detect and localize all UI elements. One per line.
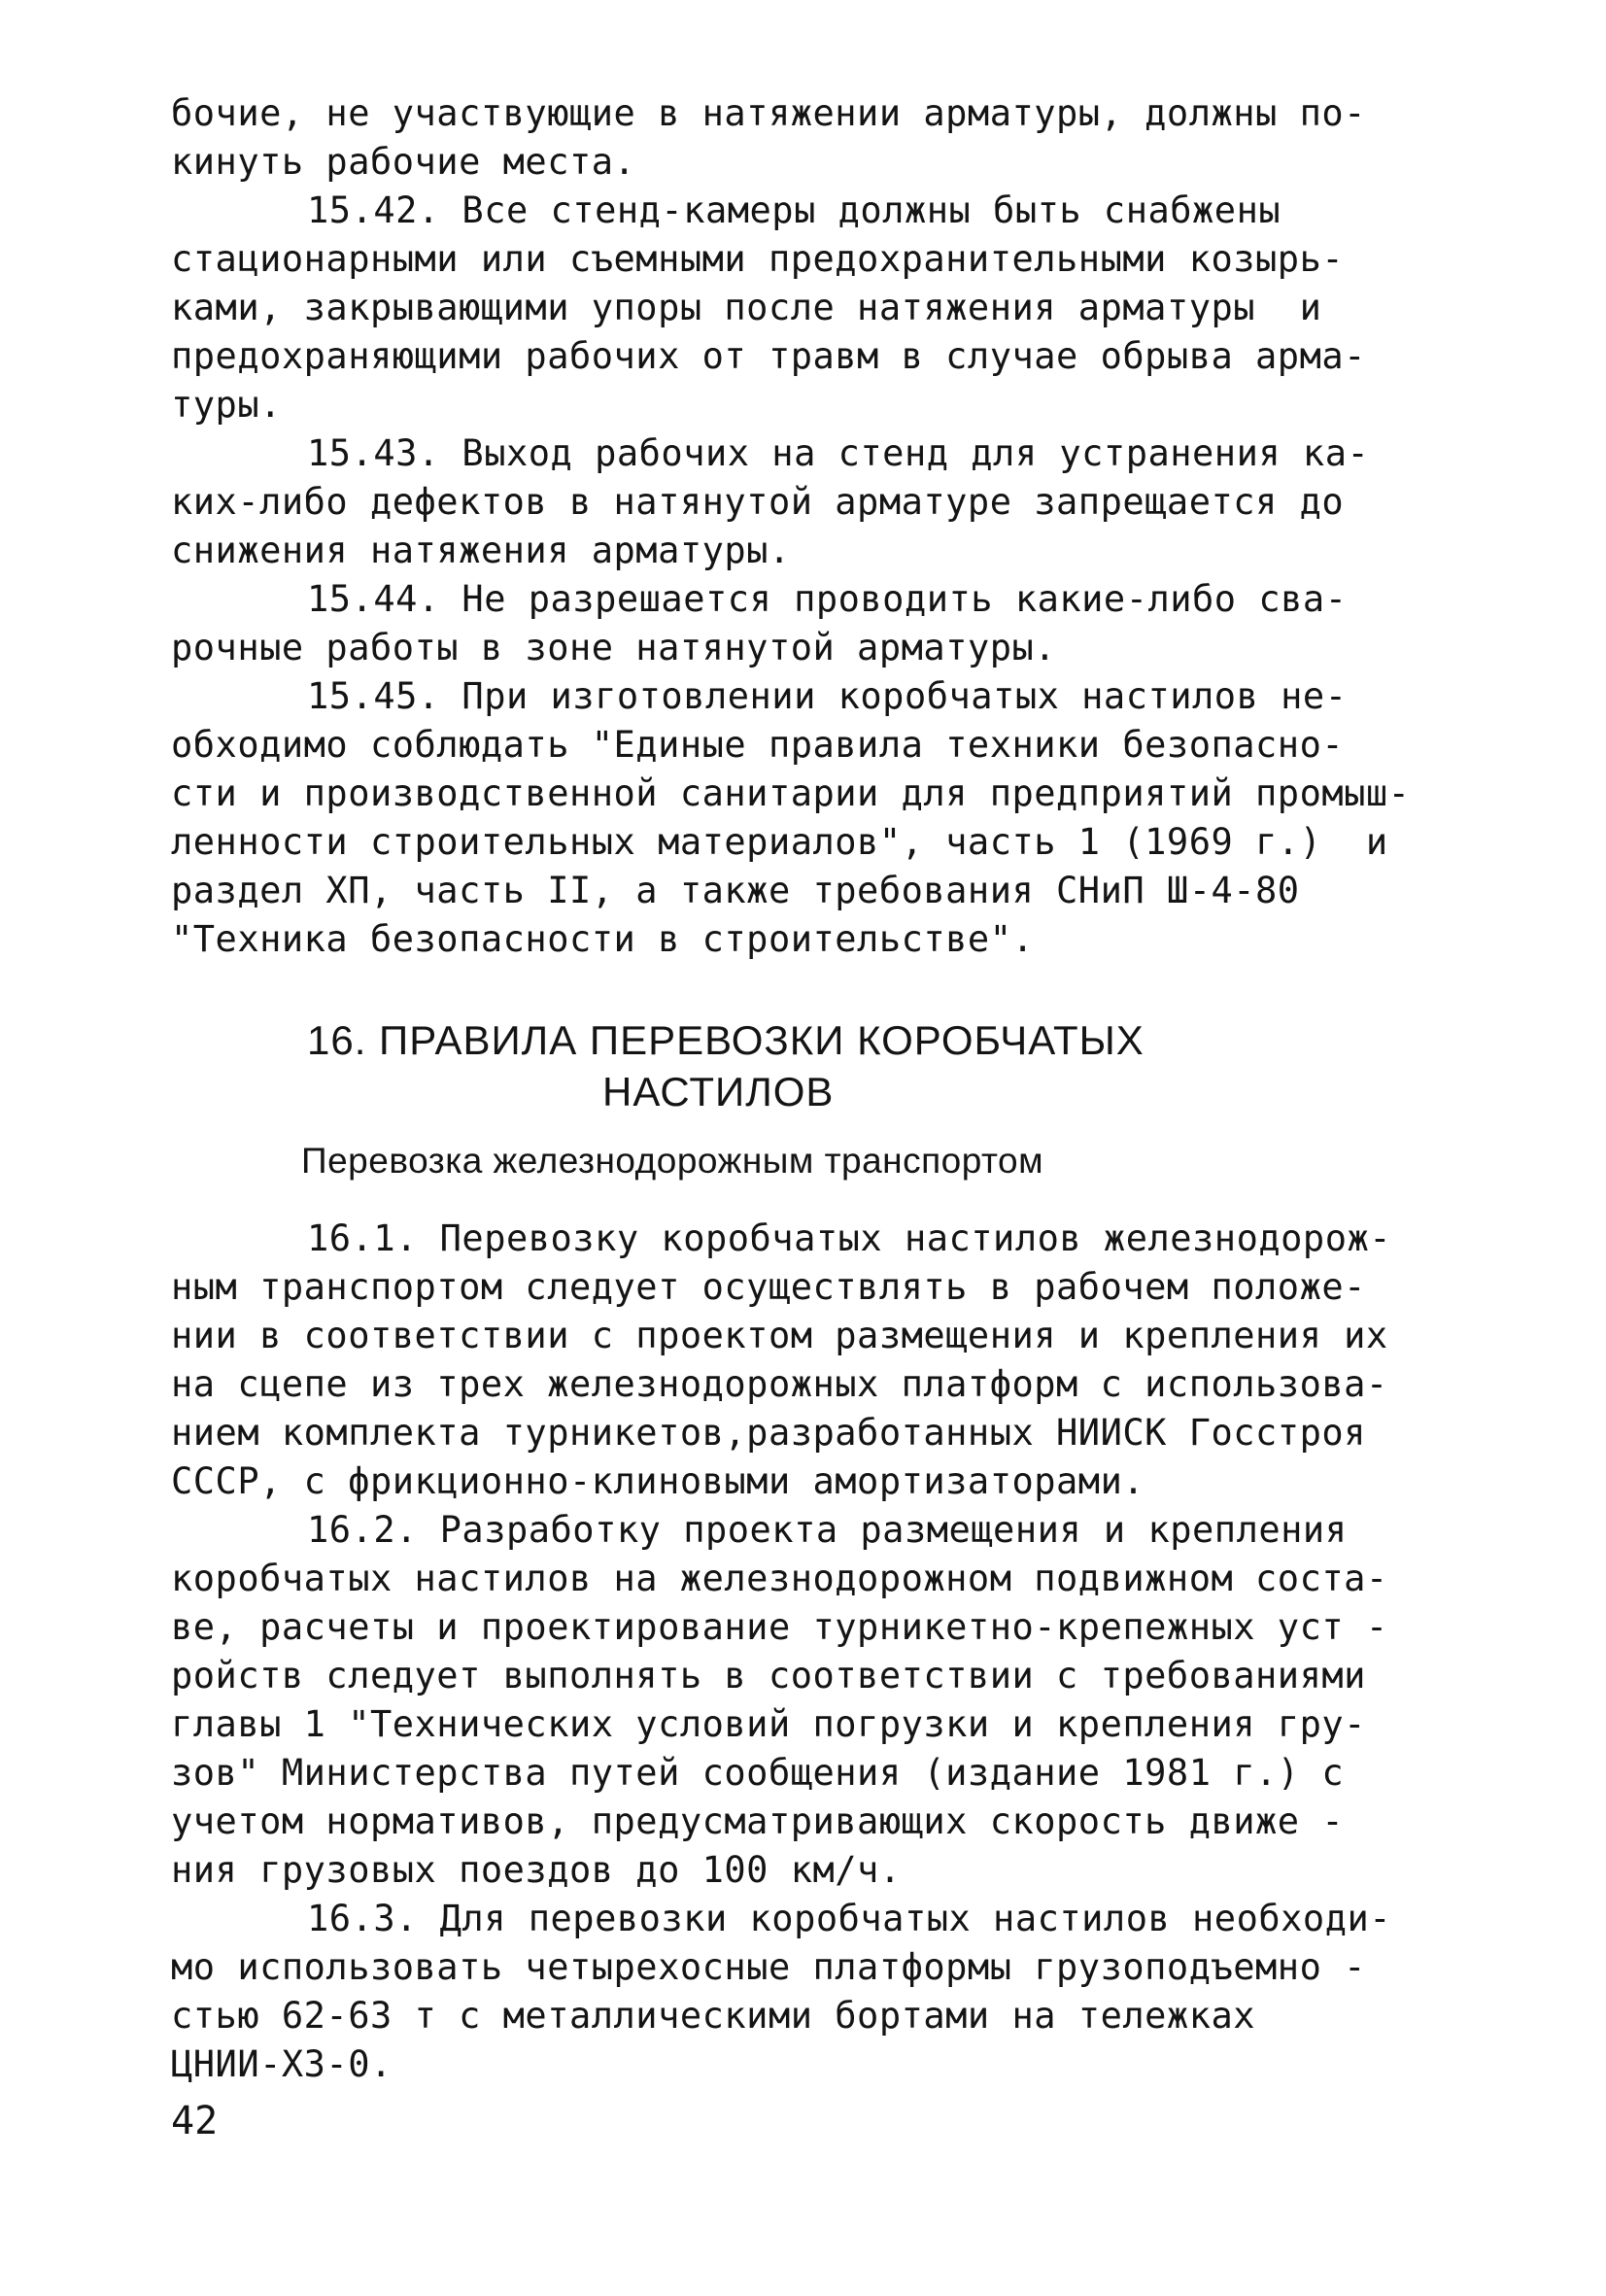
paragraph-15-44: 15.44. Не разрешается проводить какие-либо сва-: [307, 578, 1348, 620]
text-line: нием комплекта турникетов,разработанных НИИСК Госстроя: [171, 1412, 1366, 1454]
text-line: главы 1 "Технических условий погрузки и крепления гру-: [171, 1703, 1366, 1745]
paragraph-16-3: 16.3. Для перевозки коробчатых настилов необходи-: [307, 1898, 1392, 1939]
text-line: ния грузовых поездов до 100 км/ч.: [171, 1849, 902, 1891]
paragraph-16-2: 16.2. Разработку проекта размещения и крепления: [307, 1509, 1348, 1551]
text-line: обходимо соблюдать "Единые правила техники безопасно-: [171, 724, 1345, 766]
text-line: ве, расчеты и проектирование турникетно-крепежных уст -: [171, 1606, 1388, 1648]
text-line: стационарными или съемными предохранительными козырь-: [171, 238, 1345, 280]
paragraph-15-42: 15.42. Все стенд-камеры должны быть снабжены: [307, 189, 1281, 231]
text-block-section-16: [171, 1215, 1434, 2089]
text-line: СССР, с фрикционно-клиновыми амортизаторами.: [171, 1460, 1145, 1502]
text-line: зов" Министерства путей сообщения (издание 1981 г.) с: [171, 1752, 1345, 1794]
paragraph-15-43: 15.43. Выход рабочих на стенд для устранения ка-: [307, 432, 1370, 474]
text-line: сти и производственной санитарии для предприятий промыш-: [171, 772, 1411, 814]
text-line: учетом нормативов, предусматривающих скорость движе -: [171, 1800, 1345, 1842]
text-line: раздел ХП, часть II, а также требования СНиП Ш-4-80: [171, 870, 1300, 911]
text-line: ких-либо дефектов в натянутой арматуре запрещается до: [171, 481, 1345, 523]
subsection-heading: Перевозка железнодорожным транспортом: [301, 1141, 1044, 1181]
text-line: коробчатых настилов на железнодорожном подвижном соста-: [171, 1558, 1388, 1599]
text-line: ленности строительных материалов", часть 1 (1969 г.) и: [171, 821, 1388, 863]
text-line: кинуть рабочие места.: [171, 141, 636, 183]
text-line: ками, закрывающими упоры после натяжения арматуры и: [171, 287, 1322, 328]
page-number: 42: [171, 2099, 219, 2143]
section-heading: 16. ПРАВИЛА ПЕРЕВОЗКИ КОРОБЧАТЫХ: [307, 1017, 1145, 1063]
text-line: стью 62-63 т с металлическими бортами на тележках: [171, 1995, 1256, 2037]
paragraph-16-1: 16.1. Перевозку коробчатых настилов железнодорож-: [307, 1217, 1392, 1259]
section-heading-continued: НАСТИЛОВ: [602, 1069, 835, 1114]
text-line: мо использовать четырехосные платформы грузоподъемно -: [171, 1946, 1366, 1988]
text-line: ЦНИИ-ХЗ-0.: [171, 2043, 393, 2085]
text-line: снижения натяжения арматуры.: [171, 530, 791, 571]
text-block-section-15: [171, 89, 1434, 964]
text-line: нии в соответствии с проектом размещения и крепления их: [171, 1315, 1388, 1356]
paragraph-15-45: 15.45. При изготовлении коробчатых настилов не-: [307, 675, 1348, 717]
text-line: ройств следует выполнять в соответствии с требованиями: [171, 1655, 1366, 1696]
text-line: "Техника безопасности в строительстве".: [171, 918, 1035, 960]
text-line: на сцепе из трех железнодорожных платформ с использова-: [171, 1363, 1388, 1405]
text-line: ным транспортом следует осуществлять в рабочем положе-: [171, 1266, 1366, 1308]
text-line: рочные работы в зоне натянутой арматуры.: [171, 627, 1057, 668]
text-line: туры.: [171, 384, 282, 426]
text-line: предохраняющими рабочих от травм в случае обрыва арма-: [171, 335, 1366, 377]
text-line: бочие, не участвующие в натяжении арматуры, должны по-: [171, 92, 1366, 134]
